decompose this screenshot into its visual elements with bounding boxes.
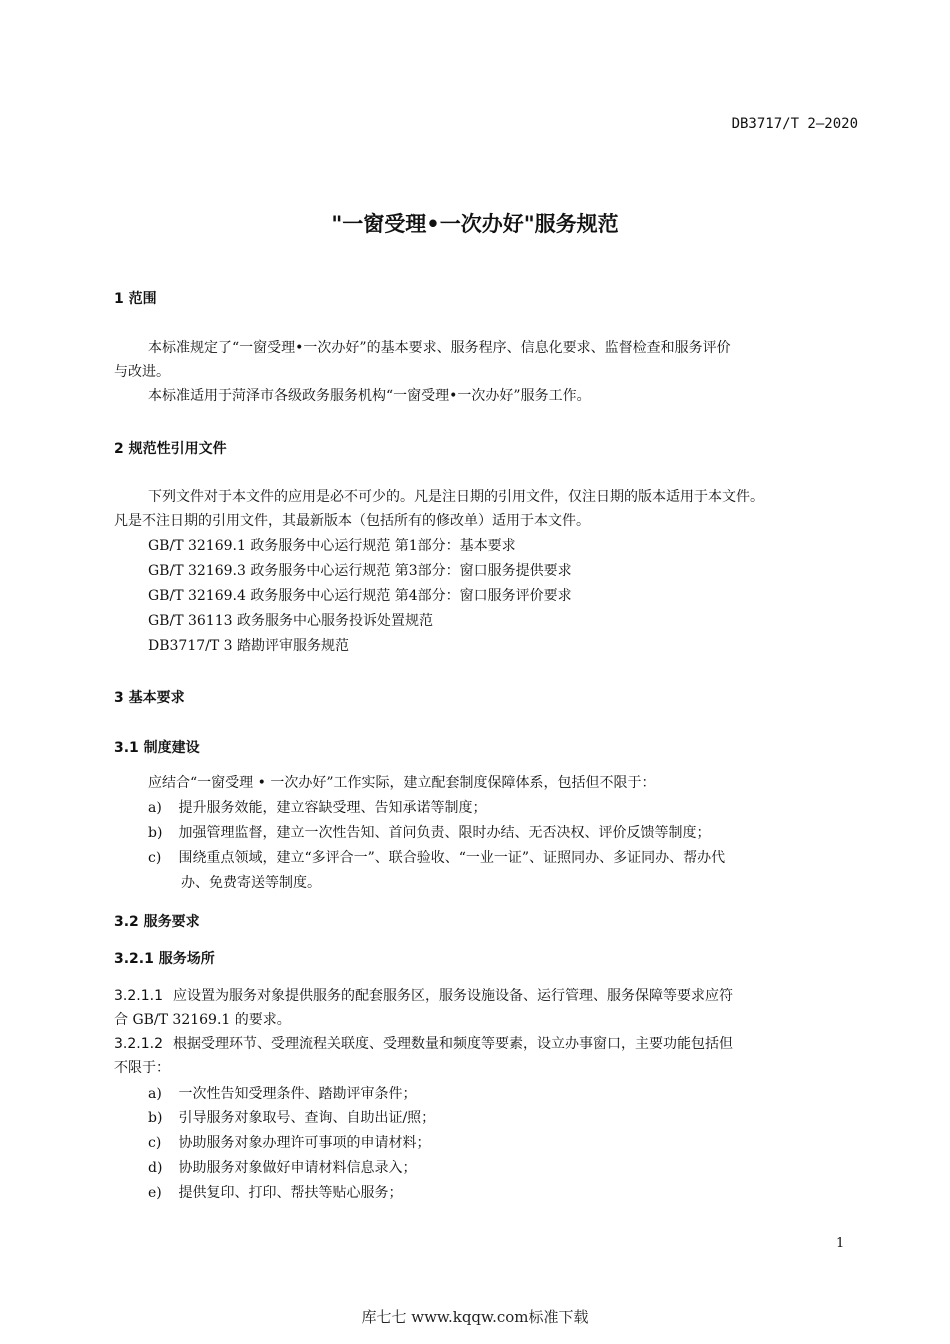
page-title: "一窗受理•一次办好"服务规范 — [331, 212, 619, 236]
reference-item: DB3717/T 3 踏勘评审服务规范 — [148, 638, 350, 654]
list-item-label: e) — [148, 1185, 162, 1201]
list-item-text: 引导服务对象取号、查询、自助出证/照； — [178, 1110, 436, 1126]
section-1-paragraph-2: 本标准适用于菏泽市各级政务服务机构“一窗受理•一次办好”服务工作。 — [148, 388, 591, 404]
section-2-paragraph-line-2: 凡是不注日期的引用文件，其最新版本（包括所有的修改单）适用于本文件。 — [114, 513, 590, 529]
list-item-text: 提供复印、打印、帮扶等贴心服务； — [178, 1185, 403, 1201]
section-3-2-1-heading: 3.2.1 服务场所 — [114, 951, 215, 967]
clause-3-2-1-2-line-2: 不限于： — [114, 1060, 170, 1076]
clause-3-2-1-2-line-1 — [114, 1033, 733, 1055]
standard-code: DB3717/T 2—2020 — [731, 116, 858, 132]
section-3-heading: 3 基本要求 — [114, 690, 185, 706]
list-item-label: a) — [148, 1086, 162, 1102]
list-item-label: d) — [148, 1160, 163, 1176]
list-item-text: 加强管理监督，建立一次性告知、首问负责、限时办结、无否决权、评价反馈等制度； — [178, 825, 711, 841]
list-item-text: 围绕重点领域，建立“多评合一”、联合验收、“一业一证”、证照同办、多证同办、帮办代 — [178, 850, 726, 866]
list-item-text: 协助服务对象做好申请材料信息录入； — [178, 1160, 417, 1176]
list-item — [148, 1182, 402, 1204]
section-1-paragraph-1-line-1: 本标准规定了“一窗受理•一次办好”的基本要求、服务程序、信息化要求、监督检查和服务评价 — [148, 340, 731, 356]
list-item — [148, 1083, 416, 1105]
list-item-text: 提升服务效能，建立容缺受理、告知承诺等制度； — [178, 800, 487, 816]
section-3-2-heading: 3.2 服务要求 — [114, 914, 200, 930]
section-2-paragraph-line-1: 下列文件对于本文件的应用是必不可少的。凡是注日期的引用文件，仅注日期的版本适用于本文件。 — [148, 489, 764, 505]
clause-3-2-1-1-line-2: 合 GB/T 32169.1 的要求。 — [114, 1012, 291, 1028]
list-item — [148, 822, 710, 844]
list-item-continuation: 办、免费寄送等制度。 — [181, 875, 321, 891]
section-3-1-heading: 3.1 制度建设 — [114, 740, 200, 756]
list-item-label: a) — [148, 800, 162, 816]
reference-item: GB/T 32169.3 政务服务中心运行规范 第3部分：窗口服务提供要求 — [148, 563, 572, 579]
list-item — [148, 1132, 430, 1154]
list-item-label: c) — [148, 1135, 162, 1151]
section-1-heading: 1 范围 — [114, 291, 157, 307]
reference-item: GB/T 36113 政务服务中心服务投诉处置规范 — [148, 613, 433, 629]
list-item-text: 一次性告知受理条件、踏勘评审条件； — [178, 1086, 417, 1102]
list-item-text: 协助服务对象办理许可事项的申请材料； — [178, 1135, 431, 1151]
watermark-text: 库七七 www.kqqw.com标准下载 — [361, 1308, 589, 1326]
list-item — [148, 797, 486, 819]
reference-item: GB/T 32169.4 政务服务中心运行规范 第4部分：窗口服务评价要求 — [148, 588, 572, 604]
list-item — [148, 1107, 435, 1129]
section-3-1-intro: 应结合“一窗受理 • 一次办好”工作实际，建立配套制度保障体系，包括但不限于： — [148, 775, 656, 791]
list-item — [148, 1157, 416, 1179]
clause-number: 3.2.1.1 — [114, 988, 163, 1004]
section-1-paragraph-1-line-2: 与改进。 — [114, 364, 170, 380]
section-2-heading: 2 规范性引用文件 — [114, 441, 227, 457]
page-number: 1 — [836, 1236, 845, 1251]
list-item — [148, 847, 725, 869]
list-item-label: b) — [148, 825, 163, 841]
clause-3-2-1-1-line-1 — [114, 985, 733, 1007]
list-item-label: b) — [148, 1110, 163, 1126]
list-item-label: c) — [148, 850, 162, 866]
clause-text: 根据受理环节、受理流程关联度、受理数量和频度等要素，设立办事窗口，主要功能包括但 — [172, 1036, 733, 1052]
reference-item: GB/T 32169.1 政务服务中心运行规范 第1部分：基本要求 — [148, 538, 516, 554]
clause-number: 3.2.1.2 — [114, 1036, 163, 1052]
clause-text: 应设置为服务对象提供服务的配套服务区，服务设施设备、运行管理、服务保障等要求应符 — [172, 988, 733, 1004]
